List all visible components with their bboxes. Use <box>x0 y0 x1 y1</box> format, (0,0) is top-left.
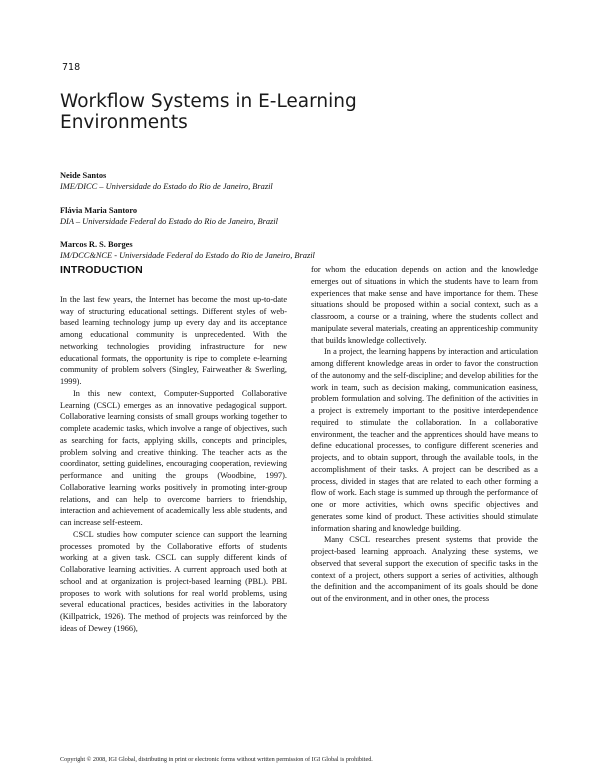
author-affiliation: DIA – Universidade Federal do Estado do Rio de Janeiro, Brazil <box>60 216 278 226</box>
left-column <box>60 262 287 635</box>
copyright-footer: Copyright © 2008, IGI Global, distributing in print or electronic forms without written permission of IGI Global is prohibited. <box>60 756 373 763</box>
author-name: Flávia Maria Santoro <box>60 205 138 215</box>
author-affiliation: IM/DCC&NCE - Universidade Federal do Estado do Rio de Janeiro, Brazil <box>60 251 315 260</box>
author-name: Neide Santos <box>60 171 107 180</box>
author-entry <box>60 170 540 192</box>
author-affiliation: IME/DICC – Universidade do Estado do Rio de Janeiro, Brazil <box>60 182 273 191</box>
author-name: Marcos R. S. Borges <box>60 240 133 249</box>
body-paragraph: for whom the education depends on action and the knowledge emerges out of situations in which the students have to learn from experiences that make sense and have importance for them. These situations should be proposed within a social context, such as a classroom, a course or a training, where the students collect and manipulate several materials, creating an apprenticeship community that builds knowledge collectively. <box>311 265 538 345</box>
author-entry <box>60 205 540 227</box>
author-list <box>60 170 540 274</box>
author-entry <box>60 239 540 261</box>
body-paragraph: In this new context, Computer-Supported Collaborative Learning (CSCL) emerges as an innovative pedagogical support. Collaborative learning consists of small groups working together to complete academic tasks, which involve a range of objectives, such as searching for facts, applying skills, concepts and principles, problem solving and creative thinking. The teacher acts as the coordinator, setting guidelines, encouraging cooperation, reviewing performance and uniting the groups (Woodbine, 1997). Collaborative learning works positively in promoting inter-group relations, and can help to overcome barriers to friendship, interaction and achievement of academically less able students, and can increase self-esteem. <box>60 388 287 527</box>
body-paragraph: In a project, the learning happens by interaction and articulation among different knowledge areas in order to favor the construction of the autonomy and the self-discipline; and develop abilities for the work in team, such as decision making, communication easiness, problem formulation and solving. The definition of the activities in a project is extremely important to the positive interdependence required to stimulate the collaboration. In a collaborative environment, the teacher and the apprentices should have means to define educational processes, to configure different sceneries and projects, and to obtain support, through the available tools, in the accomplishment of their tasks. A project can be described as a process, divided in stages that are related to each other forming a flow of work. Each stage is summed up through the performance of one or more activities, which owns specific objectives and generates some kind of product. These activities should stimulate information sharing and knowledge building. <box>311 347 538 533</box>
section-heading: INTRODUCTION <box>60 264 143 276</box>
body-paragraph: Many CSCL researches present systems that provide the project-based learning approach. Analyzing these systems, we observed that several support the execution of specific tasks in the context of a project, others support a series of activities, although the definition and the accompaniment of its goals should be done out of the environment, and in other ones, the process <box>311 535 538 603</box>
right-column <box>311 264 538 605</box>
page-number: 718 <box>62 62 81 73</box>
body-paragraph: In the last few years, the Internet has become the most up-to-date way of structuring educational settings. Different styles of web-based learning technology jump up every day and its acceptance among educational community is unprecedented. With the networking technologies providing infrastructure for new educational formats, the opportunity is ripe to complete e-learning community of problem solvers (Singley, Fairweather & Swerling, 1999). <box>60 294 287 386</box>
body-paragraph: CSCL studies how computer science can support the learning processes promoted by the Collaborative efforts of students working at a given task. CSCL can supply different kinds of Collaborative learning activities. A current approach used both at school and at organization is project-based learning (PBL). PBL proposes to work with solutions for real world problems, using several educational practices, besides activities in the laboratory (Killpatrick, 1926). The method of projects was reinforced by the ideas of Dewey (1966), <box>60 529 287 633</box>
paper-title: Workflow Systems in E-Learning Environments <box>60 91 357 133</box>
